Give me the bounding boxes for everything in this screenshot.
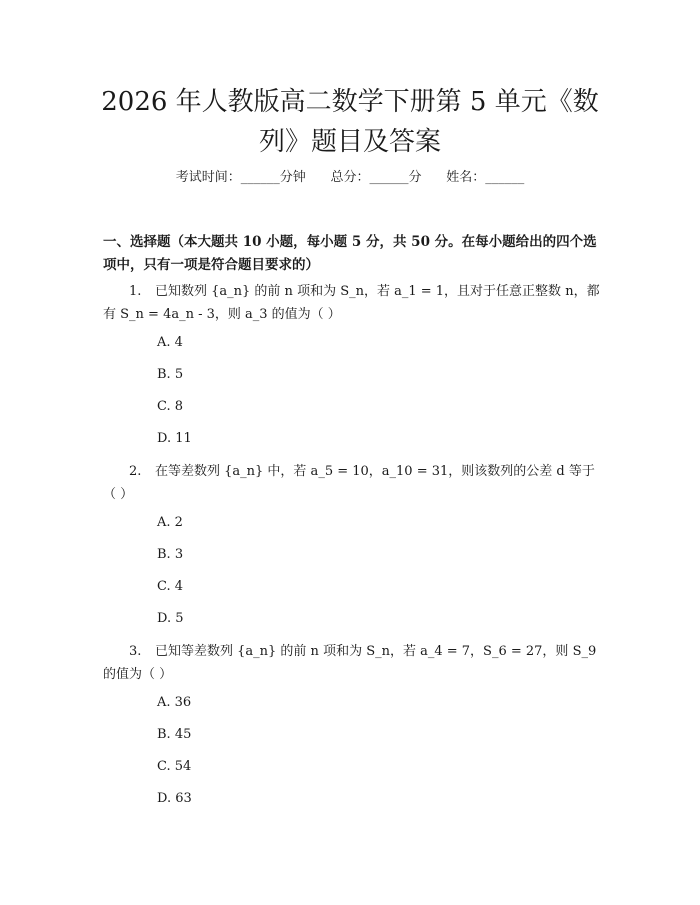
question-number: 1. [129, 284, 142, 299]
option-a: A. 2 [157, 515, 183, 530]
question-1 [103, 280, 603, 326]
title-line-2: 列》题目及答案 [258, 127, 441, 157]
document-title [80, 82, 620, 162]
option-d: D. 11 [157, 431, 192, 446]
option-a: A. 4 [157, 335, 183, 350]
exam-meta-line: 考试时间：______分钟 总分：______分 姓名：______ [175, 170, 525, 185]
question-text: 在等差数列 {a_n} 中，若 a_5 = 10，a_10 = 31，则该数列的公差 d 等于（ ） [103, 464, 595, 502]
question-3 [103, 640, 603, 686]
option-b: B. 3 [157, 547, 184, 562]
option-c: C. 8 [157, 399, 184, 414]
question-number: 3. [129, 644, 142, 659]
option-c: C. 4 [157, 579, 184, 594]
question-text: 已知等差数列 {a_n} 的前 n 项和为 S_n，若 a_4 = 7，S_6 = 27，则 S_9 的值为（ ） [103, 644, 597, 682]
question-text: 已知数列 {a_n} 的前 n 项和为 S_n，若 a_1 = 1，且对于任意正整数 n，都有 S_n = 4a_n - 3，则 a_3 的值为（ ） [103, 284, 600, 322]
option-d: D. 63 [157, 791, 192, 806]
title-line-1: 2026 年人教版高二数学下册第 5 单元《数 [101, 87, 599, 117]
section-heading: 一、选择题（本大题共 10 小题，每小题 5 分，共 50 分。在每小题给出的四个选项中，只有一项是符合题目要求的） [103, 234, 597, 273]
option-c: C. 54 [157, 759, 192, 774]
question-2 [103, 460, 603, 506]
option-b: B. 5 [157, 367, 184, 382]
question-number: 2. [129, 464, 142, 479]
option-b: B. 45 [157, 727, 192, 742]
option-a: A. 36 [157, 695, 192, 710]
option-d: D. 5 [157, 611, 184, 626]
